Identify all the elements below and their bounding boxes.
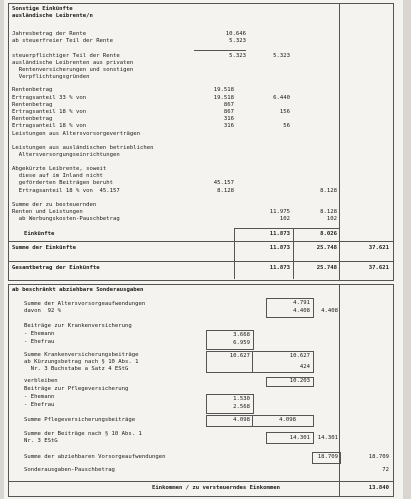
income-row-value: 6.440 <box>273 95 290 101</box>
kv-ehemann-value: 3.668 <box>233 332 250 338</box>
kv-sum-label: ab Kürzungsbetrag nach § 10 Abs. 1 <box>24 359 139 365</box>
income-row-value: 10.646 <box>225 31 246 37</box>
income-row-value: 45.157 <box>213 180 234 186</box>
pv-ehefrau-value: 2.568 <box>233 404 250 410</box>
gesamt-value: 11.873 <box>269 265 290 271</box>
kv-title: Beiträge zur Krankenversicherung <box>24 323 132 329</box>
kv-sum-label: Nr. 3 Buchstabe a Satz 4 EStG <box>24 366 129 372</box>
s10-label: Nr. 3 EStG <box>24 438 58 444</box>
income-row-label: diese auf im Inland nicht <box>12 173 103 179</box>
einkuenfte-value: 11.873 <box>269 231 290 237</box>
income-row-value: 5.323 <box>273 53 290 59</box>
verbleiben-label: verbleiben <box>24 378 58 384</box>
income-row-value: 8.128 <box>320 209 337 215</box>
pv-title: Beiträge zur Pflegeversicherung <box>24 386 129 392</box>
income-row-value: 156 <box>279 109 290 115</box>
income-row-label: Abgekürzte Leibrente, soweit <box>12 166 107 172</box>
abz-label: Summe der abziehbaren Vorsorgeaufwendungen <box>24 454 166 460</box>
kv-ehefrau-value: 6.959 <box>233 340 250 346</box>
abz-value: 18.709 <box>368 454 389 460</box>
income-row-label: ab steuerfreier Teil der Rente <box>12 38 114 44</box>
s10-value: 14.301 <box>317 435 338 441</box>
income-row-value: 11.975 <box>269 209 290 215</box>
section-subtitle: ausländische Leibrente/n <box>12 13 93 19</box>
income-row-label: Rentenbetrag <box>12 102 53 108</box>
income-row-label: Leistungen aus ausländischen betrieblichen <box>12 145 154 151</box>
income-row-value: 867 <box>223 102 234 108</box>
income-row-label: Ertragsanteil 18 % von <box>12 123 87 129</box>
income-row-label: Ertragsanteil 33 % von <box>12 95 87 101</box>
rule <box>194 50 246 51</box>
income-row-label: Verpflichtungsgründen <box>12 74 90 80</box>
pv-ehefrau-label: - Ehefrau <box>24 402 55 408</box>
rule-gesamt-top <box>8 261 393 262</box>
gesamt-label: Gesamtbetrag der Einkünfte <box>12 265 100 271</box>
income-row-value: 316 <box>223 116 234 122</box>
summe-value: 37.621 <box>368 245 389 251</box>
pv-ehemann-label: - Ehemann <box>24 394 55 400</box>
income-row-value: 19.518 <box>213 87 234 93</box>
final-income-value: 13.840 <box>368 485 389 491</box>
kv-sum-value: 10.627 <box>229 353 250 359</box>
pv-sum-value: 4.098 <box>233 417 250 423</box>
income-row-value: 867 <box>223 109 234 115</box>
income-row-label: Rentenversicherungen und sonstigen <box>12 67 134 73</box>
income-row-value: 5.323 <box>229 53 246 59</box>
income-row-label: Altersversorgungseinrichtungen <box>12 152 120 158</box>
income-row-label: Summe der zu besteuernden <box>12 202 97 208</box>
tax-document-page <box>4 0 403 499</box>
final-income-label: Einkommen / zu versteuerndes Einkommen <box>152 485 280 491</box>
kv-ehefrau-label: - Ehefrau <box>24 339 55 345</box>
pv-ehemann-value: 1.530 <box>233 396 250 402</box>
income-row-label: Rentenbetrag <box>12 87 53 93</box>
pauschbetrag-label: Sonderausgaben-Pauschbetrag <box>24 467 115 473</box>
alters-value: 4.408 <box>293 308 310 314</box>
kv-sum-value: 10.627 <box>289 353 310 359</box>
s10-value: 14.301 <box>289 435 310 441</box>
income-row-value: 102 <box>326 216 337 222</box>
income-row-value: 316 <box>223 123 234 129</box>
summe-value: 11.873 <box>269 245 290 251</box>
section-title: Sonstige Einkünfte <box>12 6 73 12</box>
section-title: ab beschränkt abziehbare Sonderausgaben <box>12 287 144 293</box>
einkuenfte-value: 8.026 <box>320 231 337 237</box>
income-row-label: geförderten Beiträgen beruht <box>12 180 114 186</box>
income-row-label: Ertragsanteil 18 % von 45.157 <box>12 188 120 194</box>
pauschbetrag-value: 72 <box>382 467 389 473</box>
income-row-label: ausländische Leibrenten aus privaten <box>12 60 134 66</box>
alters-label: davon 92 % <box>24 308 62 314</box>
income-row-value: 56 <box>283 123 290 129</box>
income-row-value: 102 <box>279 216 290 222</box>
column-divider <box>339 3 340 280</box>
income-row-value: 5.323 <box>229 38 246 44</box>
summe-label: Summe der Einkünfte <box>12 245 76 251</box>
gesamt-value: 25.748 <box>316 265 337 271</box>
summe-value: 25.748 <box>316 245 337 251</box>
einkuenfte-label: Einkünfte <box>24 231 55 237</box>
income-row-label: Rentenbetrag <box>12 116 53 122</box>
column-divider <box>252 351 253 372</box>
pv-sum-label: Summe Pflegeversicherungsbeiträge <box>24 417 136 423</box>
column-divider <box>339 284 340 496</box>
alters-value: 4.791 <box>293 300 310 306</box>
column-divider <box>234 228 235 279</box>
verbleiben-value: 10.203 <box>289 378 310 384</box>
s10-label: Summe der Beiträge nach § 10 Abs. 1 <box>24 431 142 437</box>
kv-ehemann-label: - Ehemann <box>24 331 55 337</box>
column-divider <box>293 228 294 279</box>
income-row-label: ab Werbungskosten-Pauschbetrag <box>12 216 120 222</box>
income-row-label: Jahresbetrag der Rente <box>12 31 87 37</box>
rule-summe-top <box>8 241 393 242</box>
kv-kuerzung-value: 424 <box>299 364 310 370</box>
income-section-box <box>8 3 394 281</box>
alters-value: 4.408 <box>321 308 338 314</box>
pv-sum-value: 4.098 <box>279 417 296 423</box>
income-row-label: Leistungen aus Altersvorsorgeverträgen <box>12 131 140 137</box>
income-row-label: Renten und Leistungen <box>12 209 83 215</box>
rule-final-top <box>8 481 393 482</box>
income-row-label: steuerpflichtiger Teil der Rente <box>12 53 120 59</box>
income-row-label: Ertragsanteil 18 % von <box>12 109 87 115</box>
rule-einkuenfte-top <box>234 228 339 229</box>
alters-label: Summe der Altersvorsorgeaufwendungen <box>24 301 146 307</box>
abz-value: 18.709 <box>317 454 338 460</box>
income-row-value: 8.128 <box>217 188 234 194</box>
gesamt-value: 37.621 <box>368 265 389 271</box>
kv-sum-label: Summe Krankenversicherungsbeiträge <box>24 352 139 358</box>
income-row-value: 8.128 <box>320 188 337 194</box>
income-row-value: 19.518 <box>213 95 234 101</box>
